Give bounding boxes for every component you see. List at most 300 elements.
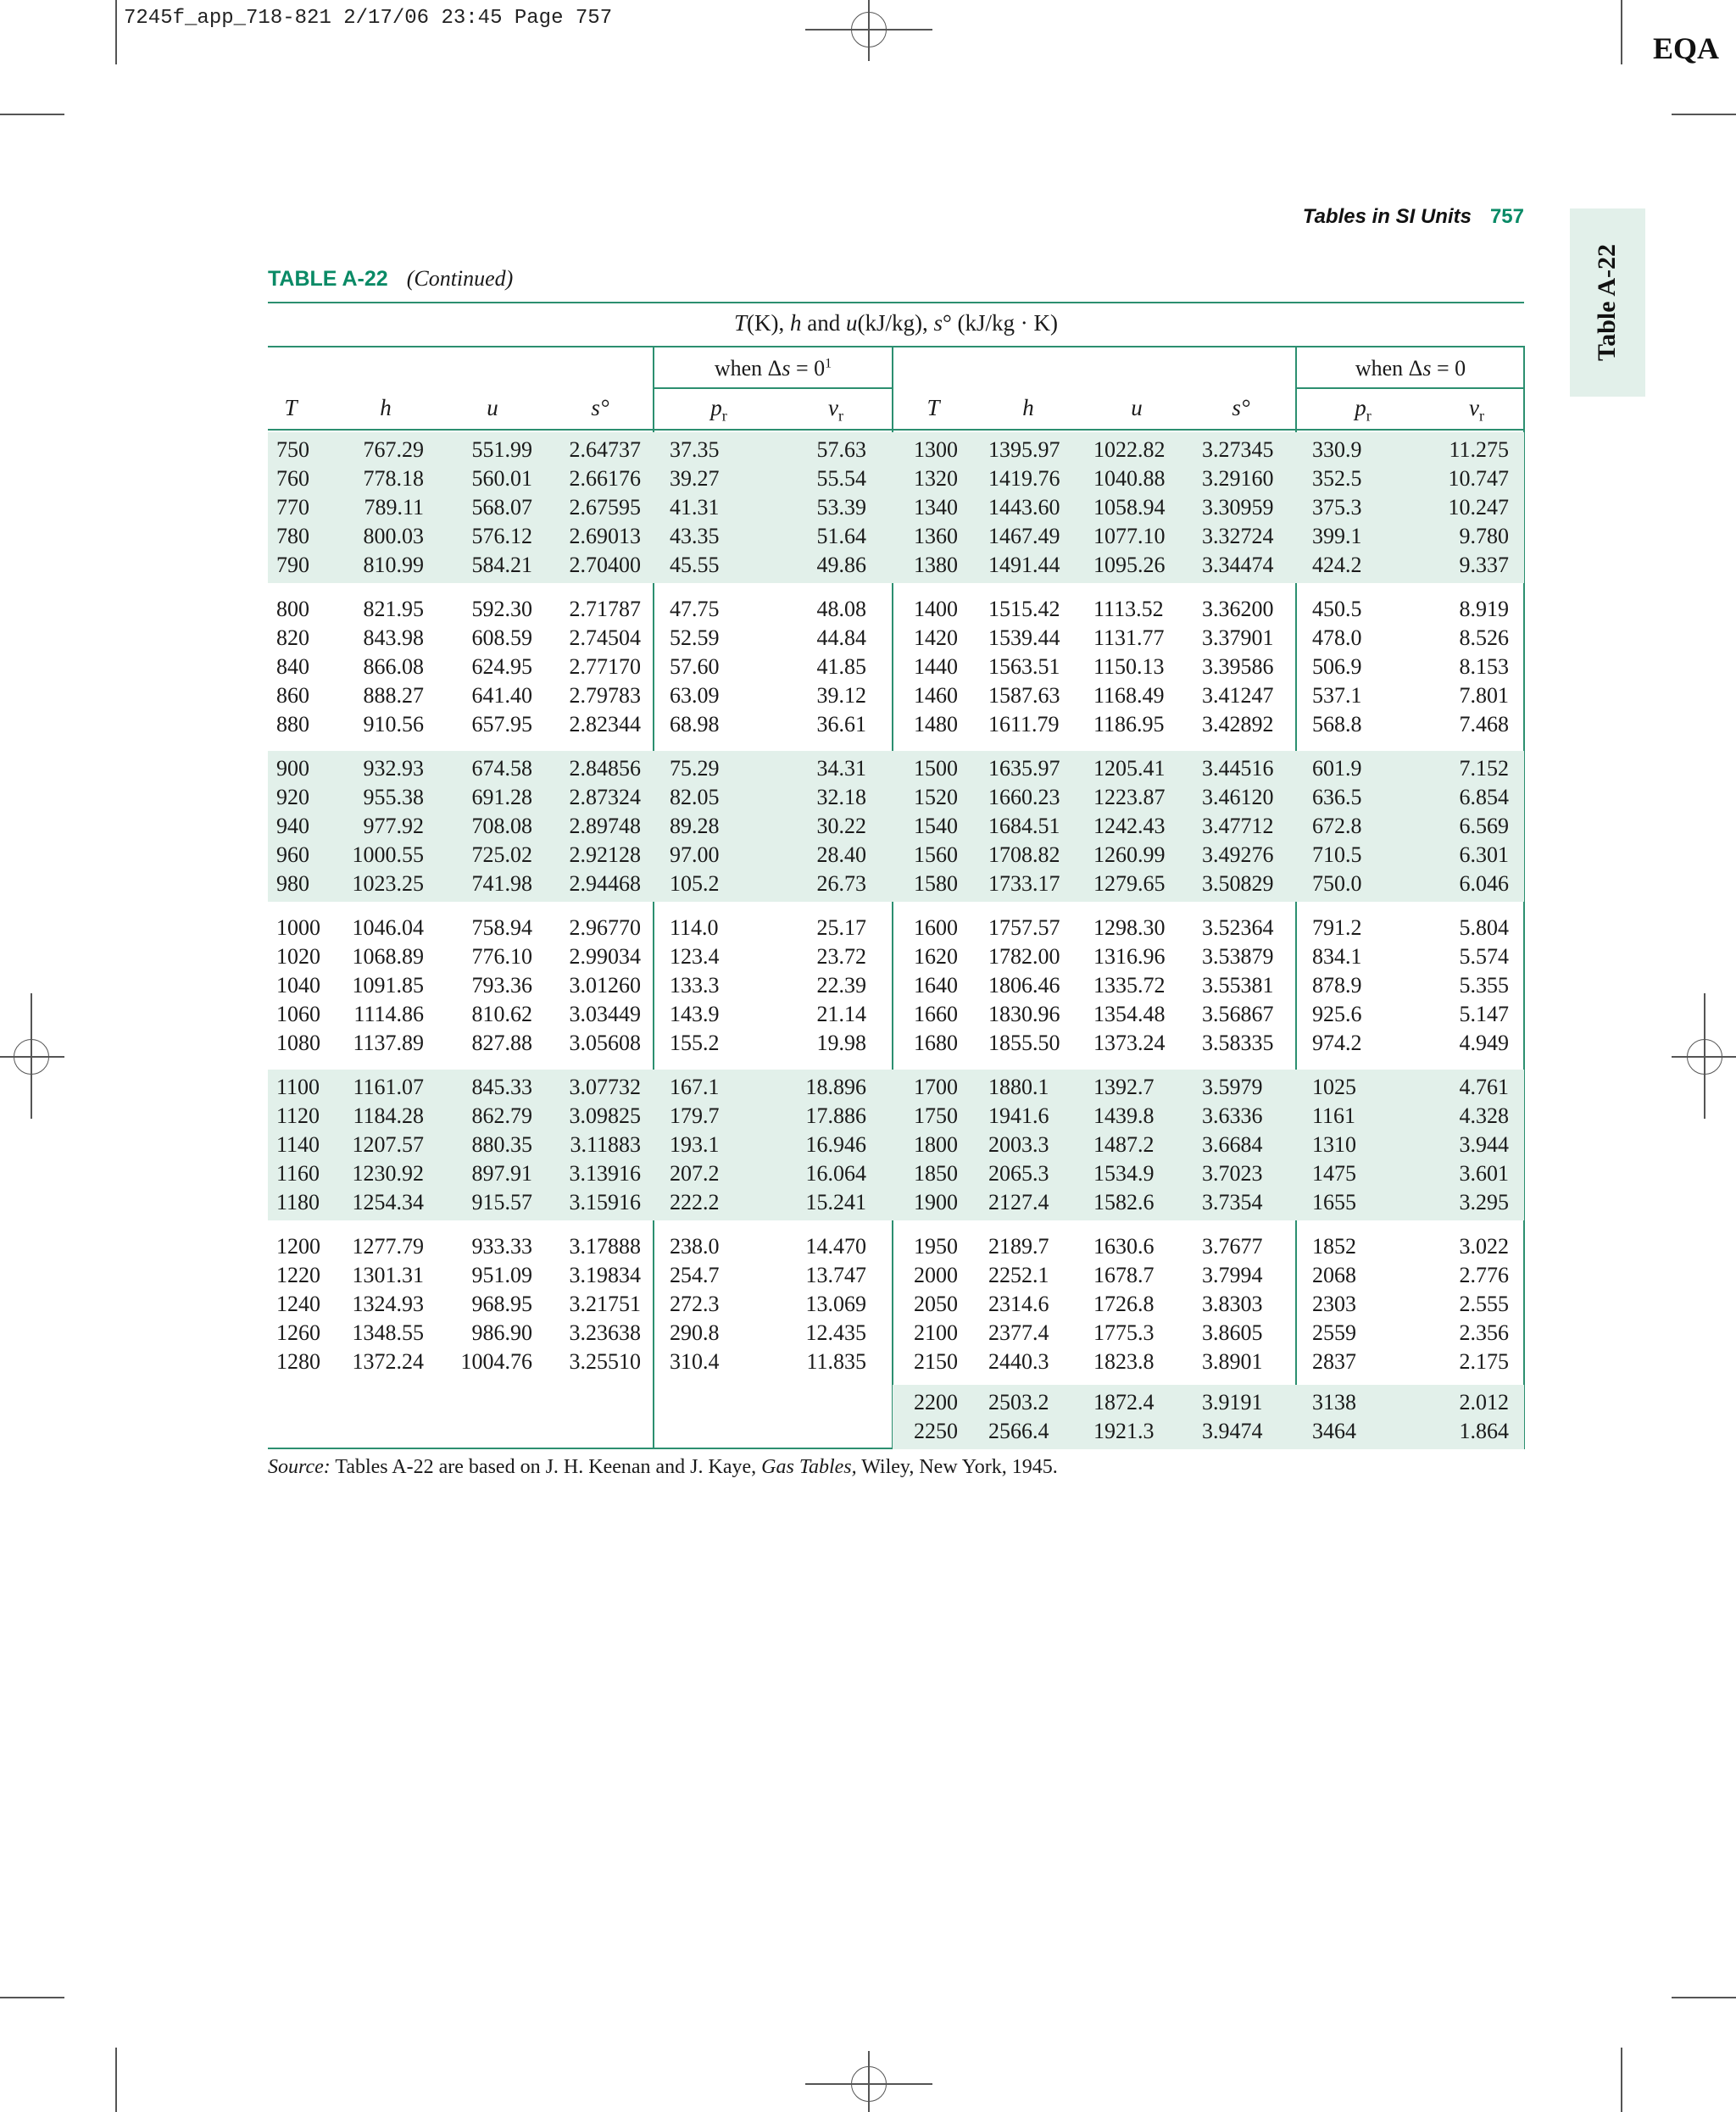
table-cell: 2303 xyxy=(1312,1292,1356,1316)
table-cell: 3.49276 xyxy=(1202,842,1274,867)
table-cell: 3.5979 xyxy=(1202,1075,1263,1099)
table-cell: 1372.24 xyxy=(352,1349,424,1374)
table-cell: 2252.1 xyxy=(988,1263,1049,1287)
header-u: u xyxy=(1131,395,1143,420)
table-cell: 1480 xyxy=(914,712,958,736)
table-cell: 860 xyxy=(276,683,309,708)
table-row xyxy=(0,436,1736,464)
table-cell: 2.87324 xyxy=(569,785,641,809)
table-cell: 725.02 xyxy=(471,842,532,867)
crop-mark xyxy=(0,114,64,115)
table-cell: 584.21 xyxy=(471,553,532,577)
table-cell: 691.28 xyxy=(471,785,532,809)
table-cell: 39.12 xyxy=(816,683,866,708)
table-cell: 3.55381 xyxy=(1202,973,1274,998)
table-cell: 750.0 xyxy=(1312,871,1362,896)
table-cell: 49.86 xyxy=(816,553,866,577)
header-T: T xyxy=(926,395,940,420)
table-cell: 3.6336 xyxy=(1202,1103,1263,1128)
table-cell: 1242.43 xyxy=(1093,814,1166,838)
table-cell: 1872.4 xyxy=(1093,1390,1155,1414)
table-cell: 1080 xyxy=(276,1031,320,1055)
table-cell: 3.13916 xyxy=(569,1161,641,1186)
table-row xyxy=(0,1131,1736,1159)
table-cell: 2.71787 xyxy=(569,597,641,621)
table-cell: 2566.4 xyxy=(988,1419,1049,1443)
table-cell: 3.50829 xyxy=(1202,871,1274,896)
table-cell: 1830.96 xyxy=(988,1002,1060,1026)
table-cell: 3.17888 xyxy=(569,1234,641,1259)
table-cell: 977.92 xyxy=(363,814,424,838)
table-cell: 3.601 xyxy=(1459,1161,1509,1186)
table-cell: 47.75 xyxy=(670,597,720,621)
table-cell: 1040 xyxy=(276,973,320,998)
table-cell: 760 xyxy=(276,466,309,491)
table-cell: 6.046 xyxy=(1459,871,1509,896)
table-cell: 8.526 xyxy=(1459,625,1509,650)
table-cell: 1120 xyxy=(276,1103,320,1128)
table-cell: 2.94468 xyxy=(569,871,641,896)
table-row xyxy=(0,1073,1736,1102)
table-cell: 330.9 xyxy=(1312,437,1362,462)
table-cell: 1620 xyxy=(914,944,958,969)
table-cell: 1540 xyxy=(914,814,958,838)
table-cell: 1373.24 xyxy=(1093,1031,1166,1055)
table-cell: 15.241 xyxy=(805,1190,866,1214)
table-cell: 2837 xyxy=(1312,1349,1356,1374)
table-cell: 1022.82 xyxy=(1093,437,1166,462)
table-cell: 1220 xyxy=(276,1263,320,1287)
table-cell: 827.88 xyxy=(471,1031,532,1055)
table-cell: 1630.6 xyxy=(1093,1234,1155,1259)
table-cell: 48.08 xyxy=(816,597,866,621)
table-cell: 568.8 xyxy=(1312,712,1362,736)
table-cell: 375.3 xyxy=(1312,495,1362,520)
table-cell: 2.67595 xyxy=(569,495,641,520)
table-cell: 674.58 xyxy=(471,756,532,781)
table-cell: 450.5 xyxy=(1312,597,1362,621)
table-row xyxy=(0,1232,1736,1261)
table-cell: 57.63 xyxy=(816,437,866,462)
table-cell: 3.42892 xyxy=(1202,712,1274,736)
table-cell: 1460 xyxy=(914,683,958,708)
table-cell: 254.7 xyxy=(670,1263,720,1287)
table-source xyxy=(268,1456,1058,1479)
table-cell: 576.12 xyxy=(471,524,532,548)
table-cell: 37.35 xyxy=(670,437,720,462)
table-cell: 1320 xyxy=(914,466,958,491)
table-cell: 1260 xyxy=(276,1320,320,1345)
table-cell: 53.39 xyxy=(816,495,866,520)
table-cell: 1340 xyxy=(914,495,958,520)
header-h: h xyxy=(380,395,392,420)
table-cell: 2065.3 xyxy=(988,1161,1049,1186)
crop-mark xyxy=(1672,114,1736,115)
table-cell: 1040.88 xyxy=(1093,466,1166,491)
table-cell: 3.25510 xyxy=(569,1349,641,1374)
table-row xyxy=(0,653,1736,681)
table-cell: 3.32724 xyxy=(1202,524,1274,548)
table-cell: 1443.60 xyxy=(988,495,1060,520)
table-cell: 1855.50 xyxy=(988,1031,1060,1055)
table-cell: 3.21751 xyxy=(569,1292,641,1316)
table-cell: 925.6 xyxy=(1312,1002,1362,1026)
table-cell: 207.2 xyxy=(670,1161,720,1186)
page-number: 757 xyxy=(1489,205,1524,228)
table-cell: 790 xyxy=(276,553,309,577)
table-cell: 821.95 xyxy=(363,597,424,621)
table-row xyxy=(0,1388,1736,1417)
table-cell: 1354.48 xyxy=(1093,1002,1166,1026)
header-vr: $v_r$ xyxy=(1469,395,1484,425)
table-cell: 1660.23 xyxy=(988,785,1060,809)
table-cell: 1823.8 xyxy=(1093,1349,1155,1374)
table-cell: 41.31 xyxy=(670,495,720,520)
table-cell: 1487.2 xyxy=(1093,1132,1155,1157)
table-cell: 780 xyxy=(276,524,309,548)
table-cell: 1392.7 xyxy=(1093,1075,1155,1099)
table-cell: 506.9 xyxy=(1312,654,1362,679)
table-cell: 1301.31 xyxy=(352,1263,424,1287)
table-cell: 2.89748 xyxy=(569,814,641,838)
table-cell: 75.29 xyxy=(670,756,720,781)
table-cell: 39.27 xyxy=(670,466,720,491)
table-cell: 800.03 xyxy=(363,524,424,548)
table-cell: 3.29160 xyxy=(1202,466,1274,491)
table-units-line: T(K), h and u(kJ/kg), s° (kJ/kg · K) xyxy=(733,310,1059,336)
table-cell: 3.41247 xyxy=(1202,683,1274,708)
table-cell: 11.275 xyxy=(1449,437,1509,462)
table-cell: 820 xyxy=(276,625,309,650)
table-row xyxy=(0,1261,1736,1290)
table-cell: 105.2 xyxy=(670,871,720,896)
table-cell: 1420 xyxy=(914,625,958,650)
table-cell: 1475 xyxy=(1312,1161,1356,1186)
table-cell: 1440 xyxy=(914,654,958,679)
table-cell: 399.1 xyxy=(1312,524,1362,548)
table-cell: 12.435 xyxy=(805,1320,866,1345)
table-cell: 34.31 xyxy=(816,756,866,781)
table-cell: 1131.77 xyxy=(1093,625,1165,650)
table-cell: 1180 xyxy=(276,1190,320,1214)
header-pr: $p_r$ xyxy=(710,395,727,425)
table-cell: 97.00 xyxy=(670,842,720,867)
table-cell: 68.98 xyxy=(670,712,720,736)
table-cell: 4.328 xyxy=(1459,1103,1509,1128)
group-label-left: when $\Delta s = 0^1$ xyxy=(714,356,832,381)
group-rule-right xyxy=(1295,387,1524,389)
running-head xyxy=(1204,205,1524,229)
table-cell: 3.34474 xyxy=(1202,553,1274,577)
table-cell: 16.064 xyxy=(805,1161,866,1186)
table-cell: 2.96770 xyxy=(569,915,641,940)
table-row xyxy=(0,1319,1736,1348)
table-cell: 1260.99 xyxy=(1093,842,1166,867)
table-cell: 3.6684 xyxy=(1202,1132,1263,1157)
table-cell: 6.569 xyxy=(1459,814,1509,838)
header-rule xyxy=(268,346,1524,347)
table-cell: 1335.72 xyxy=(1093,973,1166,998)
table-cell: 2127.4 xyxy=(988,1190,1049,1214)
source-publisher: Wiley, New York, 1945. xyxy=(861,1456,1058,1478)
table-cell: 193.1 xyxy=(670,1132,720,1157)
table-cell: 3.9191 xyxy=(1202,1390,1263,1414)
table-cell: 2.012 xyxy=(1459,1390,1509,1414)
table-cell: 2.74504 xyxy=(569,625,641,650)
table-cell: 10.247 xyxy=(1448,495,1509,520)
table-cell: 6.301 xyxy=(1459,842,1509,867)
table-cell: 834.1 xyxy=(1312,944,1362,969)
table-cell: 2.99034 xyxy=(569,944,641,969)
header-u: u xyxy=(487,395,498,420)
header-bottom-rule xyxy=(268,429,1524,431)
table-cell: 3.07732 xyxy=(569,1075,641,1099)
table-cell: 3.09825 xyxy=(569,1103,641,1128)
table-row xyxy=(0,1029,1736,1058)
table-cell: 28.40 xyxy=(816,842,866,867)
table-cell: 1310 xyxy=(1312,1132,1356,1157)
table-cell: 3.56867 xyxy=(1202,1002,1274,1026)
table-cell: 1580 xyxy=(914,871,958,896)
table-cell: 2.82344 xyxy=(569,712,641,736)
table-cell: 1324.93 xyxy=(352,1292,424,1316)
table-cell: 708.08 xyxy=(471,814,532,838)
table-cell: 3.52364 xyxy=(1202,915,1274,940)
table-cell: 1515.42 xyxy=(988,597,1060,621)
table-cell: 8.153 xyxy=(1459,654,1509,679)
table-cell: 16.946 xyxy=(805,1132,866,1157)
table-cell: 1733.17 xyxy=(988,871,1060,896)
table-cell: 1205.41 xyxy=(1093,756,1166,781)
table-cell: 1077.10 xyxy=(1093,524,1166,548)
table-cell: 1020 xyxy=(276,944,320,969)
table-cell: 3.46120 xyxy=(1202,785,1274,809)
table-cell: 3.03449 xyxy=(569,1002,641,1026)
side-tab xyxy=(1570,208,1645,397)
table-cell: 1091.85 xyxy=(352,973,424,998)
table-cell: 1223.87 xyxy=(1093,785,1166,809)
table-cell: 1900 xyxy=(914,1190,958,1214)
corner-code: EQA xyxy=(1652,31,1719,65)
table-cell: 960 xyxy=(276,842,309,867)
table-cell: 2.356 xyxy=(1459,1320,1509,1345)
table-cell: 1660 xyxy=(914,1002,958,1026)
table-cell: 133.3 xyxy=(670,973,720,998)
table-cell: 9.780 xyxy=(1459,524,1509,548)
table-cell: 810.62 xyxy=(471,1002,532,1026)
table-cell: 3.7023 xyxy=(1202,1161,1263,1186)
table-cell: 1230.92 xyxy=(352,1161,424,1186)
table-cell: 51.64 xyxy=(816,524,866,548)
table-cell: 1491.44 xyxy=(988,553,1060,577)
group-rule-left xyxy=(653,387,892,389)
table-cell: 1395.97 xyxy=(988,437,1060,462)
table-cell: 778.18 xyxy=(363,466,424,491)
table-cell: 1534.9 xyxy=(1093,1161,1155,1186)
table-row xyxy=(0,841,1736,870)
table-cell: 1150.13 xyxy=(1093,654,1165,679)
right-row-group xyxy=(0,436,1736,580)
table-cell: 1500 xyxy=(914,756,958,781)
table-cell: 3.05608 xyxy=(569,1031,641,1055)
table-cell: 910.56 xyxy=(363,712,424,736)
table-cell: 63.09 xyxy=(670,683,720,708)
table-cell: 3.58335 xyxy=(1202,1031,1274,1055)
table-cell: 1254.34 xyxy=(352,1190,424,1214)
table-cell: 2.70400 xyxy=(569,553,641,577)
table-cell: 986.90 xyxy=(471,1320,532,1345)
table-cell: 1635.97 xyxy=(988,756,1060,781)
table-cell: 897.91 xyxy=(471,1161,532,1186)
table-cell: 601.9 xyxy=(1312,756,1362,781)
table-cell: 1640 xyxy=(914,973,958,998)
table-cell: 624.95 xyxy=(471,654,532,679)
table-cell: 1023.25 xyxy=(352,871,424,896)
table-cell: 143.9 xyxy=(670,1002,720,1026)
table-row xyxy=(0,1348,1736,1376)
crop-mark xyxy=(115,0,117,64)
table-cell: 843.98 xyxy=(363,625,424,650)
table-cell: 1678.7 xyxy=(1093,1263,1155,1287)
table-cell: 1240 xyxy=(276,1292,320,1316)
table-cell: 1520 xyxy=(914,785,958,809)
table-cell: 23.72 xyxy=(816,944,866,969)
table-cell: 1775.3 xyxy=(1093,1320,1155,1345)
table-cell: 1582.6 xyxy=(1093,1190,1155,1214)
table-cell: 1184.28 xyxy=(353,1103,424,1128)
table-cell: 14.470 xyxy=(805,1234,866,1259)
table-cell: 8.919 xyxy=(1459,597,1509,621)
running-head-title: Tables in SI Units xyxy=(1302,205,1472,228)
table-cell: 4.949 xyxy=(1459,1031,1509,1055)
table-cell: 1600 xyxy=(914,915,958,940)
table-cell: 3.7677 xyxy=(1202,1234,1263,1259)
table-cell: 5.574 xyxy=(1459,944,1509,969)
table-row xyxy=(0,710,1736,739)
table-cell: 155.2 xyxy=(670,1031,720,1055)
table-cell: 1000 xyxy=(276,915,320,940)
table-cell: 2.92128 xyxy=(569,842,641,867)
table-cell: 845.33 xyxy=(471,1075,532,1099)
table-cell: 1277.79 xyxy=(352,1234,424,1259)
table-cell: 7.801 xyxy=(1459,683,1509,708)
header-s: s° xyxy=(591,395,609,420)
right-row-group xyxy=(0,1232,1736,1376)
crop-mark xyxy=(1621,2048,1622,2112)
table-cell: 672.8 xyxy=(1312,814,1362,838)
table-row xyxy=(0,1417,1736,1446)
table-cell: 478.0 xyxy=(1312,625,1362,650)
table-cell: 1168.49 xyxy=(1093,683,1165,708)
table-cell: 1068.89 xyxy=(352,944,424,969)
table-cell: 2559 xyxy=(1312,1320,1356,1345)
table-cell: 641.40 xyxy=(471,683,532,708)
table-cell: 1880.1 xyxy=(988,1075,1049,1099)
table-cell: 2.776 xyxy=(1459,1263,1509,1287)
table-cell: 2377.4 xyxy=(988,1320,1049,1345)
table-cell: 167.1 xyxy=(670,1075,720,1099)
table-cell: 3.53879 xyxy=(1202,944,1274,969)
table-cell: 7.152 xyxy=(1459,756,1509,781)
table-cell: 1400 xyxy=(914,597,958,621)
table-cell: 2068 xyxy=(1312,1263,1356,1287)
table-row xyxy=(0,971,1736,1000)
table-cell: 238.0 xyxy=(670,1234,720,1259)
table-cell: 974.2 xyxy=(1312,1031,1362,1055)
table-cell: 2.175 xyxy=(1459,1349,1509,1374)
table-cell: 11.835 xyxy=(806,1349,866,1374)
table-cell: 741.98 xyxy=(471,871,532,896)
table-cell: 940 xyxy=(276,814,309,838)
table-cell: 3.19834 xyxy=(569,1263,641,1287)
table-cell: 82.05 xyxy=(670,785,720,809)
table-cell: 2250 xyxy=(914,1419,958,1443)
table-cell: 272.3 xyxy=(670,1292,720,1316)
registration-mark xyxy=(851,12,887,47)
table-cell: 13.069 xyxy=(805,1292,866,1316)
table-cell: 1921.3 xyxy=(1093,1419,1155,1443)
header-T: T xyxy=(284,395,298,420)
table-cell: 980 xyxy=(276,871,309,896)
header-s: s° xyxy=(1232,395,1250,420)
right-row-group xyxy=(0,1388,1736,1446)
table-cell: 750 xyxy=(276,437,309,462)
table-cell: 770 xyxy=(276,495,309,520)
table-cell: 179.7 xyxy=(670,1103,720,1128)
right-row-group xyxy=(0,1073,1736,1217)
table-cell: 1160 xyxy=(276,1161,320,1186)
table-cell: 3.39586 xyxy=(1202,654,1274,679)
crop-mark xyxy=(1621,0,1622,64)
table-row xyxy=(0,522,1736,551)
table-cell: 1757.57 xyxy=(988,915,1060,940)
table-cell: 3464 xyxy=(1312,1419,1356,1443)
table-cell: 17.886 xyxy=(805,1103,866,1128)
source-label: Source: xyxy=(268,1456,331,1478)
table-cell: 1161.07 xyxy=(353,1075,424,1099)
table-cell: 968.95 xyxy=(471,1292,532,1316)
table-cell: 1161 xyxy=(1312,1103,1356,1128)
table-cell: 5.147 xyxy=(1459,1002,1509,1026)
table-cell: 1279.65 xyxy=(1093,871,1166,896)
table-cell: 800 xyxy=(276,597,309,621)
table-cell: 1060 xyxy=(276,1002,320,1026)
table-cell: 888.27 xyxy=(363,683,424,708)
crop-mark xyxy=(115,2048,117,2112)
table-cell: 310.4 xyxy=(670,1349,720,1374)
right-row-group xyxy=(0,754,1736,898)
right-row-group xyxy=(0,595,1736,739)
table-cell: 1563.51 xyxy=(988,654,1060,679)
table-cell: 915.57 xyxy=(471,1190,532,1214)
table-row xyxy=(0,754,1736,783)
table-cell: 10.747 xyxy=(1448,466,1509,491)
table-cell: 592.30 xyxy=(471,597,532,621)
table-cell: 6.854 xyxy=(1459,785,1509,809)
group-label-right: when Δs = 0 xyxy=(1355,356,1466,381)
table-cell: 9.337 xyxy=(1459,553,1509,577)
table-cell: 2.77170 xyxy=(569,654,641,679)
crop-mark xyxy=(0,1997,64,1998)
table-cell: 810.99 xyxy=(363,553,424,577)
table-cell: 2.555 xyxy=(1459,1292,1509,1316)
table-cell: 1419.76 xyxy=(988,466,1060,491)
table-cell: 57.60 xyxy=(670,654,720,679)
table-cell: 26.73 xyxy=(816,871,866,896)
table-cell: 880 xyxy=(276,712,309,736)
table-row xyxy=(0,1188,1736,1217)
table-row xyxy=(0,812,1736,841)
